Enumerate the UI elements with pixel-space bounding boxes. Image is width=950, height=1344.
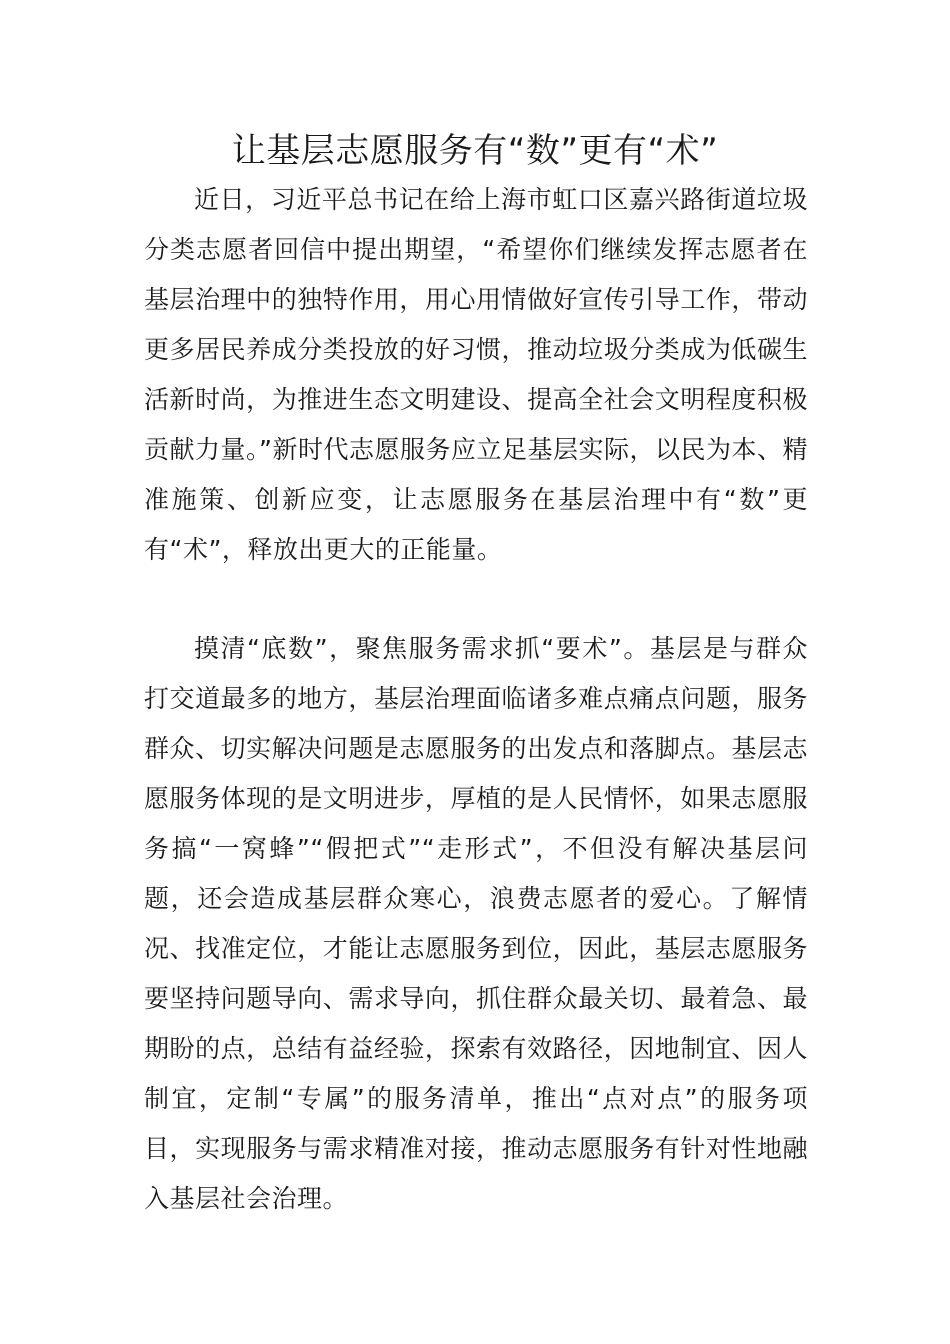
document-title: 让基层志愿服务有“数”更有“术” <box>231 131 719 171</box>
paragraph-intro: 近日，习近平总书记在给上海市虹口区嘉兴路街道垃圾分类志愿者回信中提出期望，“希望你们继续发挥志愿者在基层治理中的独特作用，用心用情做好宣传引导工作，带动更多居民养成分类投放的好习惯，推动垃圾分类成为低碳生活新时尚，为推进生态文明建设、提高全社会文明程度积极贡献力量。”新时代志愿服务应立足基层实际，以民为本、精准施策、创新应变，让志愿服务在基层治理中有“数”更有“术”，释放出更大的正能量。 <box>144 185 808 564</box>
paragraph-needs: 摸清“底数”，聚焦服务需求抓“要术”。基层是与群众打交道最多的地方，基层治理面临诸多难点痛点问题，服务群众、切实解决问题是志愿服务的出发点和落脚点。基层志愿服务体现的是文明进步，厚植的是人民情怀，如果志愿服务搞“一窝蜂”“假把式”“走形式”，不但没有解决基层问题，还会造成基层群众寒心，浪费志愿者的爱心。了解情况、找准定位，才能让志愿服务到位，因此，基层志愿服务要坚持问题导向、需求导向，抓住群众最关切、最着急、最期盼的点，总结有益经验，探索有效路径，因地制宜、因人制宜，定制“专属”的服务清单，推出“点对点”的服务项目，实现服务与需求精准对接，推动志愿服务有针对性地融入基层社会治理。 <box>144 634 808 1213</box>
